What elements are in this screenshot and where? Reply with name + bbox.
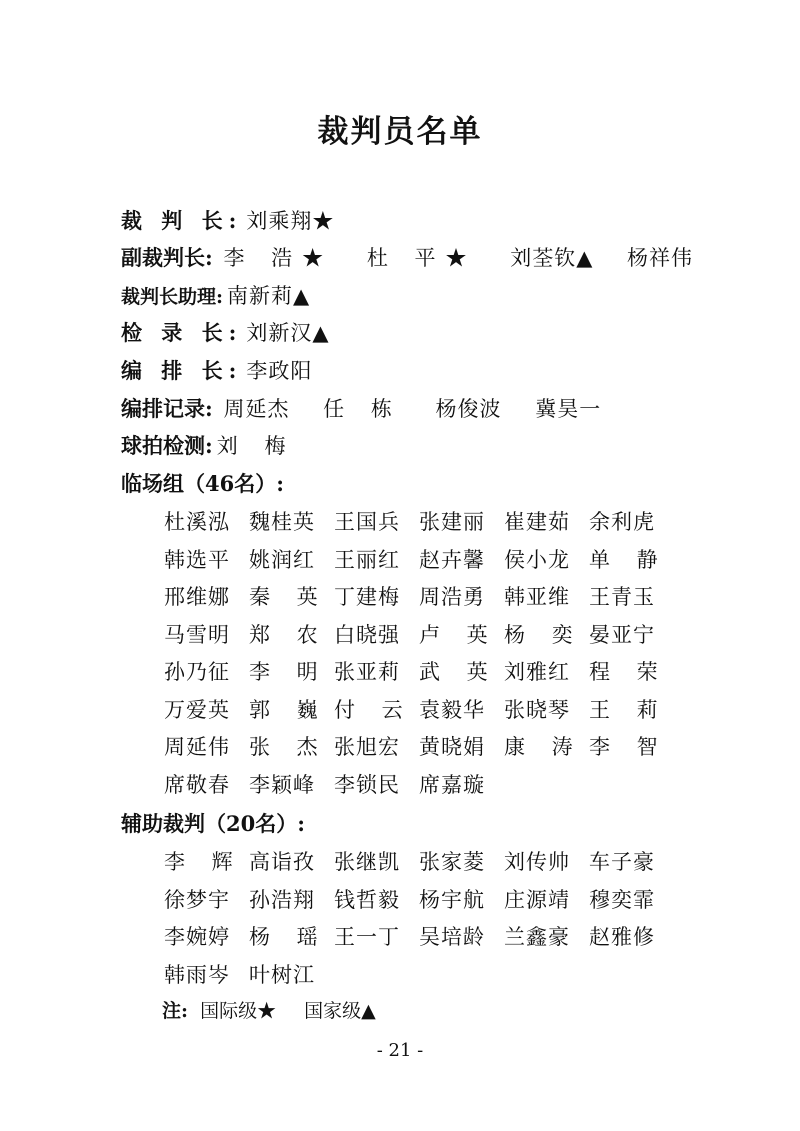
person-name: 程 荣 bbox=[589, 660, 668, 684]
role-chief-referee bbox=[121, 206, 334, 236]
role-name: 冀昊一 bbox=[535, 397, 602, 421]
page-number: - 21 - bbox=[376, 1040, 424, 1061]
assistant-referees-heading bbox=[121, 809, 305, 839]
person-name: 王一丁 bbox=[334, 925, 400, 949]
name-row bbox=[164, 919, 674, 957]
role-checkin-chief bbox=[121, 318, 330, 348]
person-name: 王 莉 bbox=[589, 697, 668, 722]
person-name: 韩雨岑 bbox=[164, 962, 230, 987]
person-name: 晏亚宁 bbox=[589, 622, 655, 647]
person-name: 车子豪 bbox=[589, 850, 655, 874]
person-name: 郭 巍 bbox=[249, 697, 328, 722]
person-name: 席敬春 bbox=[164, 772, 230, 797]
role-name: 刘乘翔★ bbox=[246, 209, 335, 233]
person-name: 刘雅红 bbox=[504, 660, 570, 684]
role-label: 检 录 长: bbox=[121, 320, 243, 345]
role-racket-inspection bbox=[121, 431, 295, 461]
name-row bbox=[164, 729, 674, 767]
name-row bbox=[164, 957, 674, 995]
person-name: 杨宇航 bbox=[419, 887, 485, 912]
person-name: 张 杰 bbox=[249, 735, 328, 759]
person-name: 席嘉璇 bbox=[419, 772, 485, 797]
name-row bbox=[164, 844, 674, 882]
person-name: 李颖峰 bbox=[249, 772, 315, 797]
person-name: 钱哲毅 bbox=[334, 887, 400, 912]
person-name: 张建丽 bbox=[419, 510, 485, 534]
person-name: 李婉婷 bbox=[164, 925, 230, 949]
person-name: 付 云 bbox=[334, 697, 413, 722]
person-name: 叶树江 bbox=[249, 962, 315, 987]
role-scheduling-records bbox=[121, 394, 627, 424]
role-scheduling-chief bbox=[121, 356, 312, 386]
person-name: 周浩勇 bbox=[419, 585, 485, 609]
name-row bbox=[164, 617, 674, 655]
name-row bbox=[164, 542, 674, 580]
person-name: 高诣孜 bbox=[249, 850, 315, 874]
person-name: 单 静 bbox=[589, 547, 668, 572]
note-item: 国际级★ bbox=[200, 1000, 277, 1022]
person-name: 邢维娜 bbox=[164, 585, 230, 609]
rank-note bbox=[162, 996, 398, 1026]
person-name: 侯小龙 bbox=[504, 547, 570, 572]
person-name: 韩选平 bbox=[164, 547, 230, 572]
assistant-referees-list bbox=[164, 844, 674, 994]
role-name: 杨祥伟 bbox=[627, 246, 694, 270]
role-label: 副裁判长: bbox=[121, 245, 213, 270]
person-name: 张亚莉 bbox=[334, 660, 400, 684]
role-name: 刘荃钦▲ bbox=[510, 246, 594, 270]
name-row bbox=[164, 767, 674, 805]
person-name: 康 涛 bbox=[504, 735, 583, 759]
person-name: 周延伟 bbox=[164, 735, 230, 759]
role-label: 裁 判 长: bbox=[121, 208, 243, 233]
person-name: 李 智 bbox=[589, 735, 668, 759]
role-name: 南新莉▲ bbox=[227, 284, 311, 308]
role-deputy-chief-referee bbox=[121, 243, 719, 273]
person-name: 孙乃征 bbox=[164, 660, 230, 684]
person-name: 兰鑫豪 bbox=[504, 925, 570, 949]
person-name: 马雪明 bbox=[164, 622, 230, 647]
page-title: 裁判员名单 bbox=[317, 114, 483, 150]
person-name: 王国兵 bbox=[334, 510, 400, 534]
person-name: 张旭宏 bbox=[334, 735, 400, 759]
person-name: 徐梦宇 bbox=[164, 887, 230, 912]
person-name: 武 英 bbox=[419, 660, 498, 684]
person-name: 穆奕霏 bbox=[589, 887, 655, 912]
line-umpires-heading bbox=[121, 469, 284, 499]
person-name: 魏桂英 bbox=[249, 510, 315, 534]
person-name: 张家菱 bbox=[419, 850, 485, 874]
note-label: 注: bbox=[162, 1000, 189, 1022]
role-label: 编 排 长: bbox=[121, 358, 243, 383]
person-name: 杨 奕 bbox=[504, 622, 583, 647]
person-name: 刘传帅 bbox=[504, 850, 570, 874]
person-name: 韩亚维 bbox=[504, 585, 570, 609]
role-name: 周延杰 bbox=[223, 397, 290, 421]
person-name: 赵卉馨 bbox=[419, 547, 485, 572]
person-name: 万爱英 bbox=[164, 697, 230, 722]
role-name: 李 浩★ bbox=[223, 246, 334, 270]
person-name: 黄晓娟 bbox=[419, 735, 485, 759]
role-name: 杜 平★ bbox=[366, 246, 477, 270]
person-name: 丁建梅 bbox=[334, 585, 400, 609]
person-name: 秦 英 bbox=[249, 585, 328, 609]
note-item: 国家级▲ bbox=[304, 1000, 376, 1022]
person-name: 崔建茹 bbox=[504, 510, 570, 534]
person-name: 白晓强 bbox=[334, 622, 400, 647]
person-name: 孙浩翔 bbox=[249, 887, 315, 912]
role-name: 李政阳 bbox=[246, 359, 313, 383]
name-row bbox=[164, 654, 674, 692]
person-name: 张继凯 bbox=[334, 850, 400, 874]
name-row bbox=[164, 692, 674, 730]
name-row bbox=[164, 882, 674, 920]
person-name: 王丽红 bbox=[334, 547, 400, 572]
person-name: 吴培龄 bbox=[419, 925, 485, 949]
person-name: 李 明 bbox=[249, 660, 328, 684]
role-name: 任 栋 bbox=[323, 397, 402, 421]
person-name: 余利虎 bbox=[589, 510, 655, 534]
person-name: 袁毅华 bbox=[419, 697, 485, 722]
person-name: 郑 农 bbox=[249, 622, 328, 647]
person-name: 赵雅修 bbox=[589, 925, 655, 949]
role-assistant-to-chief bbox=[121, 281, 310, 311]
role-label: 球拍检测: bbox=[121, 433, 213, 458]
person-name: 庄源靖 bbox=[504, 887, 570, 912]
section-heading: 临场组（46名）: bbox=[121, 471, 284, 496]
name-row bbox=[164, 504, 674, 542]
person-name: 姚润红 bbox=[249, 547, 315, 572]
person-name: 王青玉 bbox=[589, 585, 655, 609]
role-name: 刘 梅 bbox=[216, 434, 296, 458]
person-name: 杜溪泓 bbox=[164, 510, 230, 534]
role-name: 刘新汉▲ bbox=[246, 321, 330, 345]
person-name: 张晓琴 bbox=[504, 697, 570, 722]
person-name: 卢 英 bbox=[419, 622, 498, 647]
person-name: 杨 瑶 bbox=[249, 925, 328, 949]
person-name: 李 辉 bbox=[164, 850, 243, 874]
role-name: 杨俊波 bbox=[435, 397, 502, 421]
person-name: 李锁民 bbox=[334, 772, 400, 797]
line-umpires-list bbox=[164, 504, 674, 804]
role-label: 编排记录: bbox=[121, 396, 213, 421]
section-heading: 辅助裁判（20名）: bbox=[121, 811, 305, 836]
role-label: 裁判长助理: bbox=[121, 286, 224, 308]
name-row bbox=[164, 579, 674, 617]
